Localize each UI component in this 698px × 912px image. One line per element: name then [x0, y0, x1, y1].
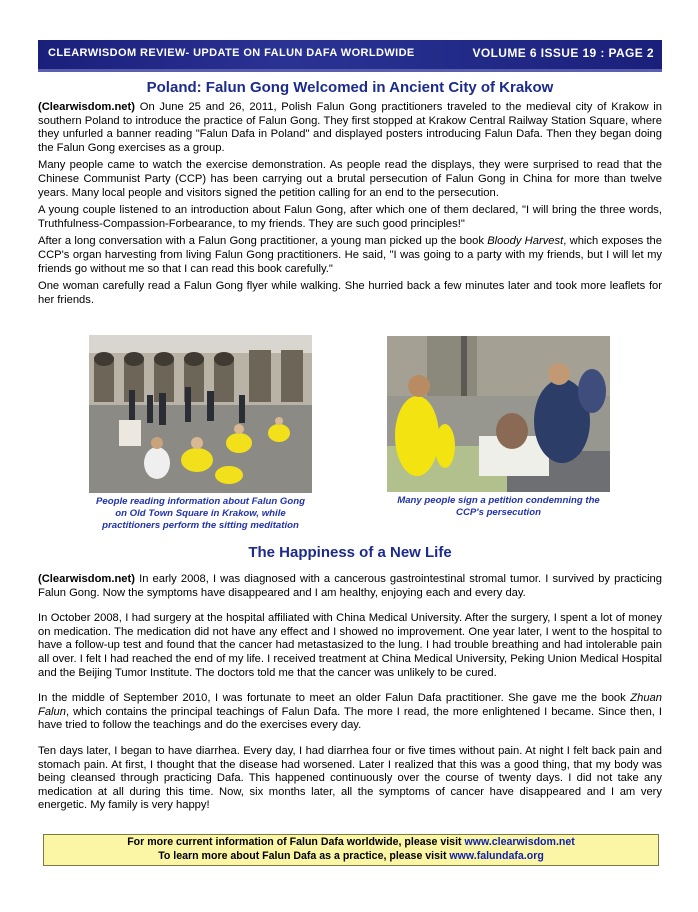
article1-paragraph: Many people came to watch the exercise demonstration. As people read the displays, they were surprised to read that the Chinese Communist Party (CCP) has been carrying out a brutal persecution of Falun Gong in China for more than twelve years. Many local people and visitors signed the petition calling for an end to the persecution. — [38, 159, 662, 199]
footer-line-1 — [44, 835, 658, 849]
paragraph-text: In early 2008, I was diagnosed with a cancerous gastrointestinal stromal tumor. I survived by practicing Falun Gong. Now the symptoms have disappeared and I am healthy, enjoying each and every day. — [38, 573, 662, 599]
header-banner — [38, 40, 662, 72]
clearwisdom-link[interactable]: www.clearwisdom.net — [464, 836, 575, 848]
photo2-caption: Many people sign a petition condemning the CCP's persecution — [397, 495, 600, 518]
article1-paragraph: One woman carefully read a Falun Gong flyer while walking. She hurried back a few minutes later and took more leaflets for her friends. — [38, 280, 662, 306]
source-label: (Clearwisdom.net) — [38, 573, 135, 585]
article1-paragraph — [38, 101, 662, 155]
article1-paragraph: A young couple listened to an introduction about Falun Gong, after which one of them declared, "I will bring the three words, Truthfulness-Compassion-Forbearance, to my friends. They are such good principles!" — [38, 204, 662, 230]
article1-title: Poland: Falun Gong Welcomed in Ancient City of Krakow — [146, 79, 554, 96]
photo-old-town-square-image — [89, 335, 312, 493]
article2-title: The Happiness of a New Life — [248, 544, 452, 561]
article2-paragraph: Ten days later, I began to have diarrhea. Every day, I had diarrhea four or five times without pain. At night I felt back pain and stomach pain. At first, I thought that the disease had worsened. Later I realized that this was a good thing, that my body was being cleansed through practicing Dafa. This happened continuously over the course of twenty days. I did not take any medication at all during this time. Now, six months later, all the symptoms of cancer have disappeared and I am very energetic. My family is very happy! — [38, 744, 662, 812]
footer-line-2 — [44, 849, 658, 863]
article2-body — [38, 573, 662, 825]
paragraph-text: , which exposes the CCP's organ harvesting from living Falun Gong practitioners. He said, "I was going to a party with my friends, but I will let my friends go without me so that I can read this book carefully." — [38, 235, 662, 275]
article1-paragraph — [38, 235, 662, 276]
paragraph-text: On June 25 and 26, 2011, Polish Falun Gong practitioners traveled to the medieval city of Krakow in southern Poland to introduce the practice of Falun Gong. They first stopped at Krakow Central Railway Station Square, where they unfurled a banner reading "Falun Dafa in Poland" and displayed posters introducing Falun Dafa. Then they began doing the Falun Gong exercises as a group. — [38, 101, 662, 154]
photo1-caption: People reading information about Falun Gong on Old Town Square in Krakow, while practitioners perform the sitting meditation — [96, 496, 305, 531]
article1-body — [38, 101, 662, 311]
publication-title: CLEARWISDOM REVIEW- UPDATE ON FALUN DAFA WORLDWIDE — [48, 47, 415, 59]
article2-paragraph — [38, 573, 662, 600]
photo-petition-signing-image — [387, 336, 610, 492]
book-title: Zhuan Falun — [38, 692, 662, 718]
photo-old-town-square — [89, 335, 312, 493]
falundafa-link[interactable]: www.falundafa.org — [449, 850, 544, 862]
footer-text: To learn more about Falun Dafa as a practice, please visit — [158, 850, 450, 862]
photo-petition-signing — [387, 336, 610, 492]
article2-paragraph — [38, 692, 662, 733]
footer-text: For more current information of Falun Dafa worldwide, please visit — [127, 836, 465, 848]
article2-paragraph: In October 2008, I had surgery at the hospital affiliated with China Medical University. After the surgery, I spent a lot of money on medication. The medication did not have any effect and I showed no improvement. One year later, I went to the hospital to have a follow-up test and found that the cancer had metastasized to the lung. I had trouble breathing and had intolerable pain all over. I felt I had reached the end of my life. I received treatment at China Medical University, Peking Union Medical Hospital and the Beijing Tumor Institute. The doctors told me that the cancer was unlikely to be cured. — [38, 612, 662, 679]
paragraph-text: In the middle of September 2010, I was fortunate to meet an older Falun Dafa practitioner. She gave me the book — [38, 692, 631, 705]
source-label: (Clearwisdom.net) — [38, 101, 135, 113]
footer-info-box — [43, 834, 659, 866]
book-title: Bloody Harvest — [487, 235, 564, 248]
paragraph-text: After a long conversation with a Falun Gong practitioner, a young man picked up the book — [38, 235, 488, 248]
paragraph-text: , which contains the principal teachings of Falun Dafa. The more I read, the more enlightened I became. Since then, I have tried to follow the teachings and do the exercises every day. — [38, 705, 662, 732]
issue-page-label: VOLUME 6 ISSUE 19 : PAGE 2 — [472, 46, 654, 60]
